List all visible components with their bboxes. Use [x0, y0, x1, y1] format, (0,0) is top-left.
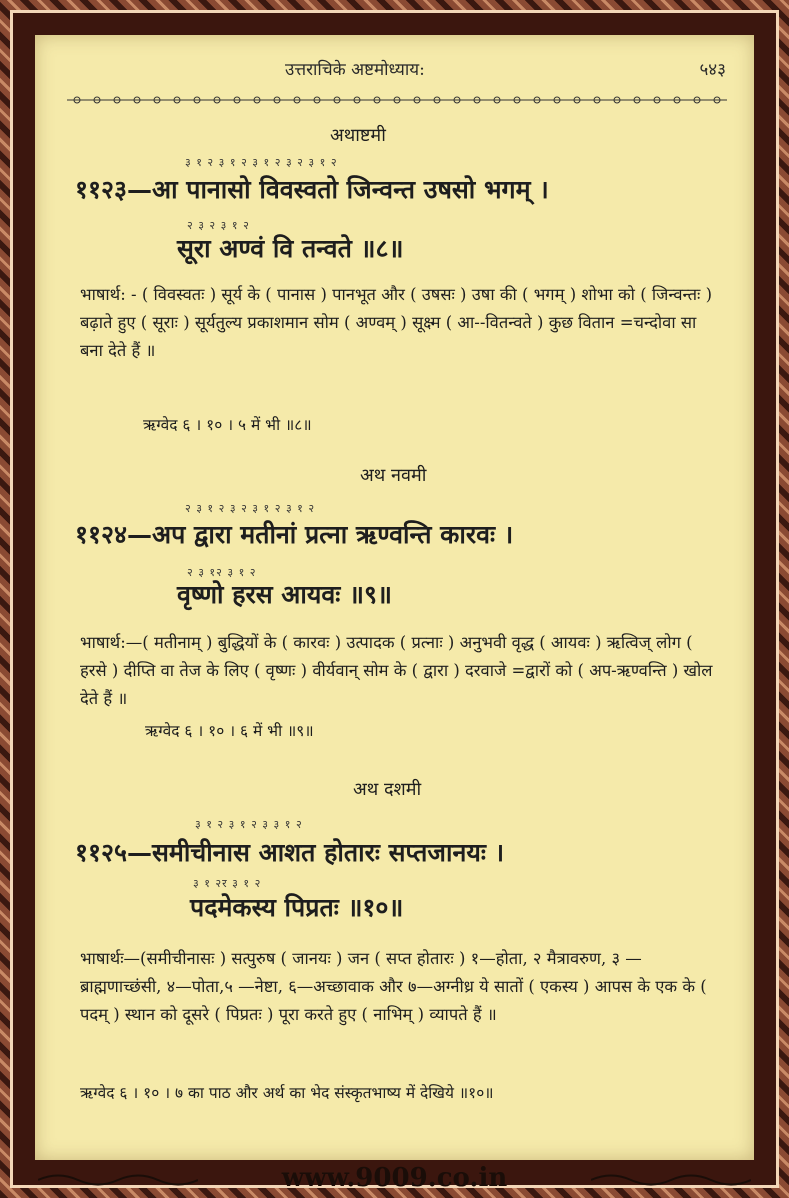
- accent-marks: २ ३ १ २ ३ २ ३ १ २ ३ १ २: [185, 502, 316, 515]
- reference-line: ऋग्वेद ६ । १० । ७ का पाठ और अर्थ का भेद संस्कृतभाष्य में देखिये ॥१०॥: [80, 1084, 494, 1102]
- site-footer: [0, 1163, 789, 1198]
- reference-line: ऋग्वेद ६ । १० । ५ में भी ॥८॥: [143, 416, 312, 434]
- section-heading: अथाष्टमी: [330, 125, 386, 146]
- book-page: [35, 35, 754, 1160]
- meaning-paragraph: भाषार्थ:—( मतीनाम् ) बुद्धियों के ( कारवः ) उत्पादक ( प्रत्नाः ) अनुभवी वृद्ध ( आयवः ) ऋत्विज् लोग ( हरसे ) दीप्ति वा तेज के लिए ( वृष्णः ) वीर्यवान् सोम के ( द्वारा ) दरवाजे =द्वारों को ( अप-ऋण्वन्ति ) खोल देते हैं ॥: [80, 633, 713, 708]
- verse-line: ११२३—आ पानासो विवस्वतो जिन्वन्त उषसो भगम् ।: [75, 175, 549, 204]
- accent-marks: ३ १ २ ३ १ २ ३ १ २ ३ २ ३ १ २: [185, 156, 338, 169]
- accent-marks: ३ १ २ ३ १ २ ३ ३ १ २: [195, 818, 303, 831]
- section-heading: अथ दशमी: [353, 779, 422, 800]
- meaning-paragraph: भाषार्थ: - ( विवस्वतः ) सूर्य के ( पानास ) पानभूत और ( उषसः ) उषा की ( भगम् ) शोभा को ( जिन्वन्तः ) बढ़ाते हुए ( सूराः ) सूर्यतुल्य प्रकाशमान सोम ( अण्वम् ) सूक्ष्म ( आ--वितन्वते ) कुछ वितान =चन्दोवा सा बना देते हैं ॥: [80, 285, 713, 360]
- section-heading: अथ नवमी: [360, 465, 427, 486]
- verse-line: पदमेकस्य पिप्रतः ॥१०॥: [190, 893, 404, 922]
- website-link[interactable]: www.9009.co.in: [281, 1163, 508, 1193]
- accent-marks: ३ १ २र ३ १ २: [193, 877, 262, 890]
- header-rule: [67, 95, 727, 105]
- accent-marks: २ ३ २ ३ १ २: [187, 219, 250, 232]
- footer-ornament-right: [591, 1171, 751, 1189]
- verse-line: ११२४—अप द्वारा मतीनां प्रत्ना ऋण्वन्ति कारवः ।: [75, 520, 514, 549]
- accent-marks: २ ३ १२ ३ १ २: [187, 566, 257, 579]
- verse-line: ११२५—समीचीनास आशत होतारः सप्तजानयः ।: [75, 838, 505, 867]
- meaning-paragraph: भाषार्थः—(समीचीनासः ) सत्पुरुष ( जानयः ) जन ( सप्त होतारः ) १—होता, २ मैत्रावरुण, ३ —ब्राह्मणाच्छंसी, ४—पोता,५ —नेष्टा, ६—अच्छावाक और ७—अग्नीध्र ये सातों ( एकस्य ) आपस के एक के ( पदम् ) स्थान को दूसरे ( पिप्रतः ) पूरा करते हुए ( नाभिम् ) व्यापते हैं ॥: [80, 949, 707, 1024]
- chapter-title: उत्तराचिके अष्टमोध्याय:: [285, 60, 425, 80]
- verse-line: सूरा अण्वं वि तन्वते ॥८॥: [177, 234, 404, 263]
- page-header: [35, 57, 754, 83]
- page-number: ५४३: [699, 60, 726, 80]
- reference-line: ऋग्वेद ६ । १० । ६ में भी ॥९॥: [145, 722, 314, 740]
- verse-line: वृष्णो हरस आयवः ॥९॥: [177, 580, 392, 609]
